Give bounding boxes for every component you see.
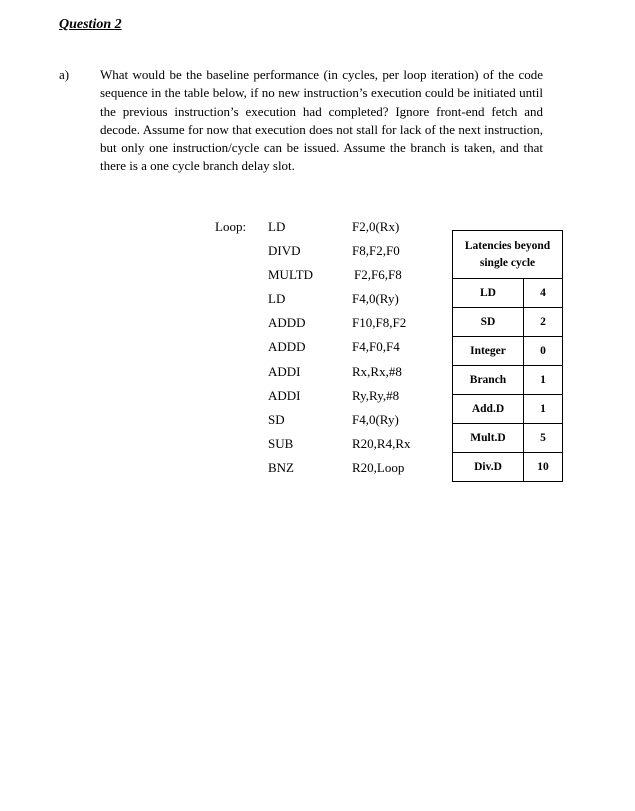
instruction-opcode: LD (268, 219, 286, 234)
question-paragraph: What would be the baseline performance (in cycles, per loop iteration) of the code sequence in the table below, if no new instruction’s execution could be initiated until the previous instruction’s execution had completed? Ignore front-end fetch and decode. Assume for now that execution does not stall for lack of the next instruction, but only one instruction/cycle can be issued. Assume the branch is taken, and that there is a one cycle branch delay slot. (100, 67, 543, 174)
instruction-opcode: ADDI (268, 387, 301, 403)
instruction-operands: F4,F0,F4 (352, 339, 400, 355)
instruction-opcode: LD (268, 291, 286, 307)
latency-unit: LD (453, 279, 524, 308)
instruction-opcode: ADDD (268, 315, 306, 331)
latency-row (453, 337, 563, 366)
latency-value: 5 (524, 424, 563, 453)
latency-unit: SD (453, 308, 524, 337)
latency-table-header: Latencies beyond single cycle (453, 231, 563, 279)
instruction-operands: F8,F2,F0 (352, 243, 400, 259)
latency-value: 0 (524, 337, 563, 366)
instruction-operands: F2,F6,F8 (354, 267, 402, 283)
latency-row (453, 395, 563, 424)
latency-value: 4 (524, 279, 563, 308)
latency-unit: Div.D (453, 453, 524, 482)
instruction-operands: R20,R4,Rx (352, 435, 411, 451)
instruction-operands: F10,F8,F2 (352, 315, 407, 331)
latency-row (453, 424, 563, 453)
latency-row (453, 308, 563, 337)
latency-value: 1 (524, 366, 563, 395)
instruction-opcode: MULTD (268, 267, 314, 283)
instruction-operands: Rx,Rx,#8 (352, 363, 402, 379)
latency-row (453, 279, 563, 308)
instruction-opcode: SUB (268, 435, 294, 451)
latency-unit: Add.D (453, 395, 524, 424)
instruction-opcode: SD (268, 411, 285, 427)
part-label: a) (59, 67, 70, 82)
instruction-opcode: BNZ (268, 459, 294, 475)
loop-label: Loop: (215, 219, 247, 234)
latency-unit: Mult.D (453, 424, 524, 453)
latency-value: 2 (524, 308, 563, 337)
latency-table-header-row (453, 231, 563, 279)
instruction-operands: Ry,Ry,#8 (352, 387, 400, 403)
latency-unit: Integer (453, 337, 524, 366)
latency-row (453, 453, 563, 482)
latency-value: 10 (524, 453, 563, 482)
instruction-operands: R20,Loop (352, 459, 405, 475)
instruction-operands: F4,0(Ry) (352, 291, 399, 307)
instruction-opcode: DIVD (268, 243, 301, 259)
instruction-opcode: ADDI (268, 363, 301, 379)
latency-table (452, 230, 563, 482)
instruction-operands: F4,0(Ry) (352, 411, 399, 427)
instruction-operands: F2,0(Rx) (352, 219, 400, 234)
latency-value: 1 (524, 395, 563, 424)
question-heading: Question 2 (59, 17, 122, 32)
latency-unit: Branch (453, 366, 524, 395)
latency-row (453, 366, 563, 395)
instruction-opcode: ADDD (268, 339, 306, 355)
